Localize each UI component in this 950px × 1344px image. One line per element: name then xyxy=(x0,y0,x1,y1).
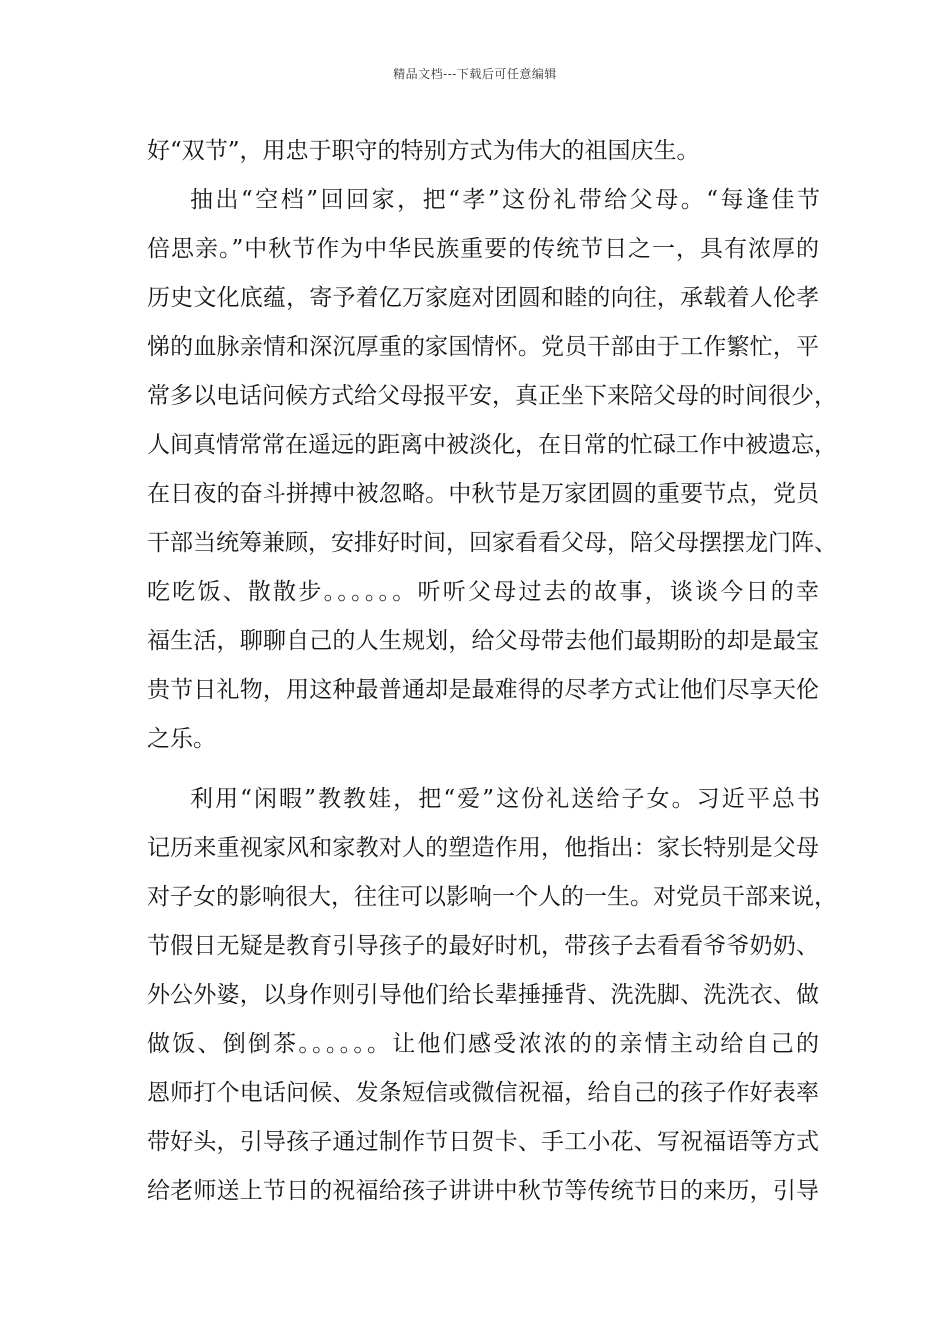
paragraph-line: 常多以电话问候方式给父母报平安，真正坐下来陪父母的时间很少， xyxy=(147,383,837,409)
paragraph-line: 做饭、倒倒茶。。。。。。让他们感受浓浓的的亲情主动给自己的 xyxy=(147,1031,819,1057)
paragraph-line: 记历来重视家风和家教对人的塑造作用，他指出：家长特别是父母 xyxy=(147,835,819,861)
paragraph-line: 福生活，聊聊自己的人生规划，给父母带去他们最期盼的却是最宝 xyxy=(147,628,819,654)
paragraph-line: 对子女的影响很大，往往可以影响一个人的一生。对党员干部来说， xyxy=(147,884,837,910)
paragraph-line: 在日夜的奋斗拼搏中被忽略。中秋节是万家团圆的重要节点，党员 xyxy=(147,481,819,507)
paragraph-line: 好“双节”，用忠于职守的特别方式为伟大的祖国庆生。 xyxy=(147,138,700,164)
paragraph-line: 吃吃饭、散散步。。。。。。听听父母过去的故事，谈谈今日的幸 xyxy=(147,579,819,605)
paragraph-line: 利用“闲暇”教教娃，把“爱”这份礼送给子女。习近平总书 xyxy=(190,786,820,812)
page-header: 精品文档---下载后可任意编辑 xyxy=(393,67,557,81)
paragraph-line: 历史文化底蕴，寄予着亿万家庭对团圆和睦的向往，承载着人伦孝 xyxy=(147,285,819,311)
paragraph-line: 之乐。 xyxy=(147,726,216,752)
paragraph-line: 悌的血脉亲情和深沉厚重的家国情怀。党员干部由于工作繁忙，平 xyxy=(147,334,819,360)
paragraph-line: 贵节日礼物，用这种最普通却是最难得的尽孝方式让他们尽享天伦 xyxy=(147,677,819,703)
paragraph-line: 倍思亲。”中秋节作为中华民族重要的传统节日之一，具有浓厚的 xyxy=(147,236,819,262)
paragraph-line: 外公外婆，以身作则引导他们给长辈捶捶背、洗洗脚、洗洗衣、做 xyxy=(147,982,819,1008)
paragraph-line: 人间真情常常在遥远的距离中被淡化，在日常的忙碌工作中被遗忘， xyxy=(147,432,837,458)
paragraph-line: 抽出“空档”回回家，把“孝”这份礼带给父母。“每逢佳节 xyxy=(190,187,820,213)
paragraph-line: 恩师打个电话问候、发条短信或微信祝福，给自己的孩子作好表率 xyxy=(147,1080,819,1106)
paragraph-line: 给老师送上节日的祝福给孩子讲讲中秋节等传统节日的来历，引导 xyxy=(147,1178,819,1204)
paragraph-line: 干部当统筹兼顾，安排好时间，回家看看父母，陪父母摆摆龙门阵、 xyxy=(147,530,837,556)
paragraph-line: 带好头，引导孩子通过制作节日贺卡、手工小花、写祝福语等方式 xyxy=(147,1129,819,1155)
paragraph-line: 节假日无疑是教育引导孩子的最好时机，带孩子去看看爷爷奶奶、 xyxy=(147,933,819,959)
